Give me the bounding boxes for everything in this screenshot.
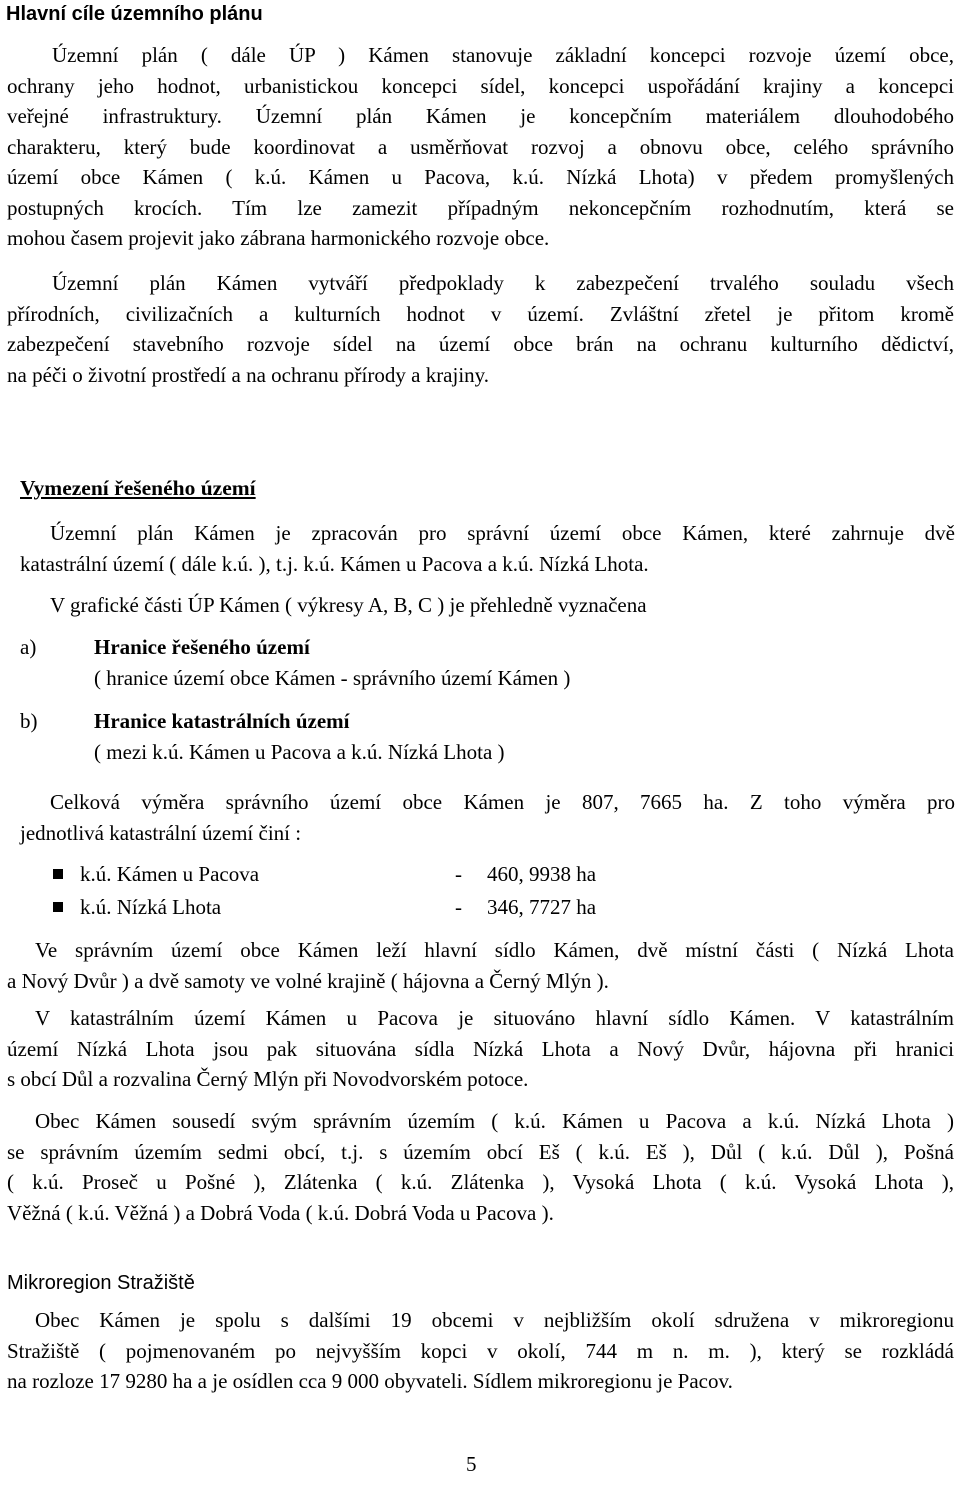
- square-bullet-icon: [53, 902, 63, 912]
- text-line: jednotlivá katastrální území činí :: [20, 820, 302, 845]
- text-line: Obec Kámen je spolu s dalšími 19 obcemi v nejbližším okolí sdružena v mikroregionu: [35, 1308, 954, 1332]
- text-line: s obcí Důl a rozvalina Černý Mlýn při Novodvorském potoce.: [7, 1067, 529, 1091]
- list-detail-a: ( hranice území obce Kámen - správního území Kámen ): [94, 666, 571, 690]
- paragraph-settlements: [7, 935, 954, 996]
- paragraph-total-area: [20, 787, 955, 848]
- area-dash: -: [455, 895, 462, 919]
- area-name: k.ú. Kámen u Pacova: [80, 862, 260, 886]
- text-line: a Nový Dvůr ) a dvě samoty ve volné krajině ( hájovna a Černý Mlýn ).: [7, 968, 609, 993]
- paragraph-cadastral: [7, 1003, 954, 1095]
- text-line: Územní plán Kámen vytváří předpoklady k zabezpečení trvalého souladu všech: [52, 271, 954, 295]
- paragraph-microregion: [7, 1305, 954, 1397]
- list-title-b: Hranice katastrálních území: [94, 709, 350, 733]
- list-marker-a: a): [20, 635, 37, 659]
- text-line: zabezpečení stavebního rozvoje sídel na území obce brán na ochranu kulturního dědictví,: [7, 332, 954, 356]
- text-line: Územní plán Kámen je zpracován pro správní území obce Kámen, které zahrnuje dvě: [50, 521, 955, 545]
- text-line: území obce Kámen ( k.ú. Kámen u Pacova, k.ú. Nízká Lhota) v předem promyšlených: [7, 165, 954, 189]
- text-line: Obec Kámen sousedí svým správním územím ( k.ú. Kámen u Pacova a k.ú. Nízká Lhota ): [35, 1109, 954, 1133]
- text-line: Ve správním území obce Kámen leží hlavní sídlo Kámen, dvě místní části ( Nízká Lhota: [35, 938, 954, 962]
- text-line: charakteru, který bude koordinovat a usměrňovat rozvoj a obnovu obce, celého správního: [7, 134, 954, 159]
- text-line: katastrální území ( dále k.ú. ), t.j. k.ú. Kámen u Pacova a k.ú. Nízká Lhota.: [20, 551, 649, 576]
- text-line: V katastrálním území Kámen u Pacova je situováno hlavní sídlo Kámen. V katastrálním: [35, 1006, 954, 1030]
- square-bullet-icon: [53, 869, 63, 879]
- heading-territory: Vymezení řešeného území: [20, 476, 256, 500]
- list-marker-b: b): [20, 709, 38, 733]
- list-detail-b: ( mezi k.ú. Kámen u Pacova a k.ú. Nízká Lhota ): [94, 740, 505, 764]
- paragraph-intro: [7, 40, 954, 254]
- text-line: území Nízká Lhota jsou pak situována sídla Nízká Lhota a Nový Dvůr, hájovna při hranici: [7, 1036, 954, 1061]
- area-name: k.ú. Nízká Lhota: [80, 895, 222, 919]
- heading-main-goals: Hlavní cíle územního plánu: [6, 3, 263, 25]
- heading-microregion: Mikroregion Stražiště: [7, 1272, 195, 1294]
- text-line: se správním územím sedmi obcí, t.j. s územím obcí Eš ( k.ú. Eš ), Důl ( k.ú. Důl ), Pošná: [7, 1139, 954, 1164]
- paragraph-conditions: [7, 268, 954, 390]
- paragraph-territory: [20, 518, 955, 579]
- text-line: na rozloze 17 9280 ha a je osídlen cca 9 000 obyvateli. Sídlem mikroregionu je Pacov.: [7, 1369, 733, 1393]
- paragraph-graphic-part: V grafické části ÚP Kámen ( výkresy A, B, C ) je přehledně vyznačena: [50, 593, 647, 617]
- text-line: přírodních, civilizačních a kulturních hodnot v území. Zvláštní zřetel je přitom kromě: [7, 301, 954, 326]
- text-line: na péči o životní prostředí a na ochranu přírody a krajiny.: [7, 362, 490, 387]
- text-line: Stražiště ( pojmenovaném po nejvyšším kopci v okolí, 744 m n. m. ), který se rozkládá: [7, 1338, 954, 1363]
- text-line: Územní plán ( dále ÚP ) Kámen stanovuje základní koncepci rozvoje území obce,: [52, 43, 954, 67]
- list-title-a: Hranice řešeného území: [94, 635, 310, 659]
- text-line: postupných krocích. Tím lze zamezit případným nekoncepčním rozhodnutím, která se: [7, 195, 954, 220]
- text-line: mohou časem projevit jako zábrana harmonického rozvoje obce.: [7, 226, 550, 250]
- area-dash: -: [455, 862, 462, 886]
- paragraph-neighbors: [7, 1106, 954, 1228]
- page-number: 5: [466, 1452, 477, 1476]
- text-line: ochrany jeho hodnot, urbanistickou koncepci sídel, koncepci uspořádání krajiny a koncepci: [7, 73, 954, 98]
- text-line: Věžná ( k.ú. Věžná ) a Dobrá Voda ( k.ú. Dobrá Voda u Pacova ).: [7, 1200, 554, 1225]
- text-line: Celková výměra správního území obce Kámen je 807, 7665 ha. Z toho výměra pro: [50, 790, 955, 814]
- area-value: 346, 7727 ha: [487, 895, 597, 919]
- text-line: veřejné infrastruktury. Územní plán Kámen je koncepčním materiálem dlouhodobého: [7, 104, 954, 128]
- area-value: 460, 9938 ha: [487, 862, 597, 886]
- text-line: ( k.ú. Proseč u Pošné ), Zlátenka ( k.ú. Zlátenka ), Vysoká Lhota ( k.ú. Vysoká Lhota ),: [7, 1170, 954, 1194]
